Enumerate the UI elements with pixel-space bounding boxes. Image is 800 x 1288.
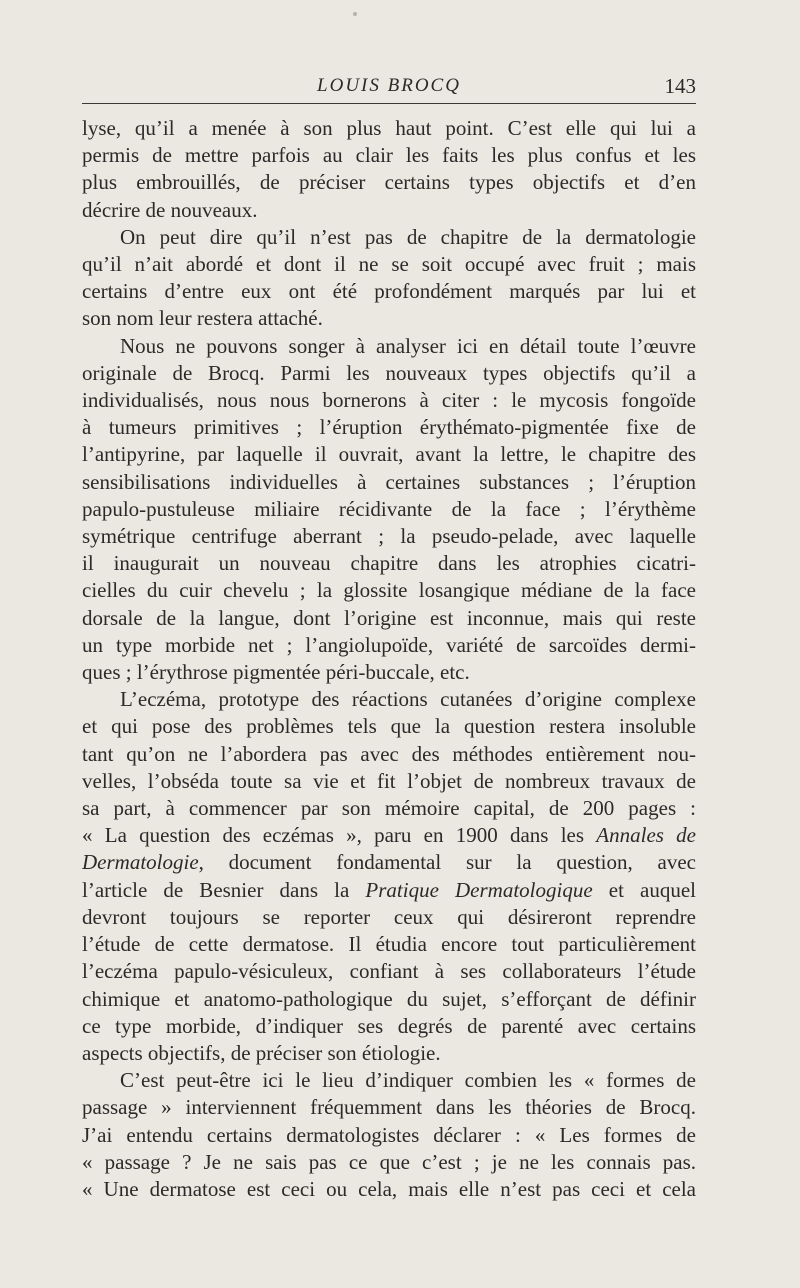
text-line: et qui pose des problèmes tels que la question restera insoluble	[82, 714, 696, 739]
text-line: individualisés, nous nous bornerons à citer : le mycosis fongoïde	[82, 388, 696, 413]
journal-title: Annales de	[596, 823, 696, 848]
text-line: devront toujours se reporter ceux qui désireront reprendre	[82, 904, 696, 929]
text-line	[82, 849, 696, 876]
text-line: son nom leur restera attaché.	[82, 306, 323, 331]
text-line: à tumeurs primitives ; l’éruption érythémato-pigmentée fixe de	[82, 415, 696, 440]
text-line: lyse, qu’il a menée à son plus haut point. C’est elle qui lui a	[82, 116, 696, 140]
text-run: et auquel	[592, 877, 697, 902]
text-line: papulo-pustuleuse miliaire récidivante de la face ; l’érythème	[82, 496, 696, 521]
text-line: aspects objectifs, de préciser son étiologie.	[82, 1040, 441, 1065]
print-dot	[353, 12, 357, 16]
text-line: sensibilisations individuelles à certaines substances ; l’éruption	[82, 469, 696, 494]
text-line: l’eczéma papulo-vésiculeux, confiant à ses collaborateurs l’étude	[82, 959, 696, 984]
text-line: qu’il n’ait abordé et dont il ne se soit occupé avec fruit ; mais	[82, 252, 696, 277]
journal-title: Dermatologie	[82, 850, 199, 875]
text-line: dorsale de la langue, dont l’origine est inconnue, mais qui reste	[82, 605, 696, 630]
text-line: ques ; l’érythrose pigmentée péri-buccale, etc.	[82, 660, 470, 685]
text-line	[82, 877, 696, 904]
text-line: originale de Brocq. Parmi les nouveaux types objectifs qu’il a	[82, 360, 696, 385]
text-line: L’eczéma, prototype des réactions cutanées d’origine complexe	[120, 687, 696, 712]
text-line	[82, 822, 696, 849]
text-run: l’article de Besnier dans la	[82, 877, 366, 902]
text-line: symétrique centrifuge aberrant ; la pseudo-pelade, avec laquelle	[82, 524, 696, 549]
text-run: , document fondamental sur la question, avec	[198, 850, 696, 875]
page-header	[82, 71, 696, 104]
text-line: l’antipyrine, par laquelle il ouvrait, avant la lettre, le chapitre des	[82, 442, 696, 467]
text-line: certains d’entre eux ont été profondément marqués par lui et	[82, 279, 696, 304]
text-line: J’ai entendu certains dermatologistes déclarer : « Les formes de	[82, 1122, 696, 1147]
text-line: un type morbide net ; l’angiolupoïde, variété de sarcoïdes dermi-	[82, 632, 696, 657]
text-line: C’est peut-être ici le lieu d’indiquer combien les « formes de	[120, 1068, 696, 1093]
page-number: 143	[664, 74, 696, 98]
text-line: permis de mettre parfois au clair les faits les plus confus et les	[82, 143, 696, 168]
text-line: chimique et anatomo-pathologique du sujet, s’efforçant de définir	[82, 986, 696, 1011]
text-line: cielles du cuir chevelu ; la glossite losangique médiane de la face	[82, 578, 696, 603]
text-line: « Une dermatose est ceci ou cela, mais elle n’est pas ceci et cela	[82, 1176, 696, 1201]
book-title: Pratique Dermatologique	[365, 877, 593, 902]
text-line: ce type morbide, d’indiquer ses degrés de parenté avec certains	[82, 1013, 696, 1038]
text-line: velles, l’obséda toute sa vie et fit l’objet de nombreux travaux de	[82, 768, 696, 793]
text-line: sa part, à commencer par son mémoire capital, de 200 pages :	[82, 796, 696, 821]
text-line: Nous ne pouvons songer à analyser ici en détail toute l’œuvre	[120, 333, 696, 358]
running-head: LOUIS BROCQ	[317, 75, 461, 96]
text-line: On peut dire qu’il n’est pas de chapitre de la dermatologie	[120, 224, 696, 249]
text-body	[82, 115, 696, 1203]
text-line: passage » interviennent fréquemment dans les théories de Brocq.	[82, 1095, 696, 1120]
text-line: « passage ? Je ne sais pas ce que c’est ; je ne les connais pas.	[82, 1149, 696, 1174]
text-line: décrire de nouveaux.	[82, 197, 258, 222]
text-line: tant qu’on ne l’abordera pas avec des méthodes entièrement nou-	[82, 741, 696, 766]
text-run: « La question des eczémas », paru en 1900 dans les	[82, 823, 597, 848]
text-line: l’étude de cette dermatose. Il étudia encore tout particulièrement	[82, 932, 696, 957]
text-line: il inaugurait un nouveau chapitre dans les atrophies cicatri-	[82, 551, 696, 576]
text-line: plus embrouillés, de préciser certains types objectifs et d’en	[82, 170, 696, 195]
